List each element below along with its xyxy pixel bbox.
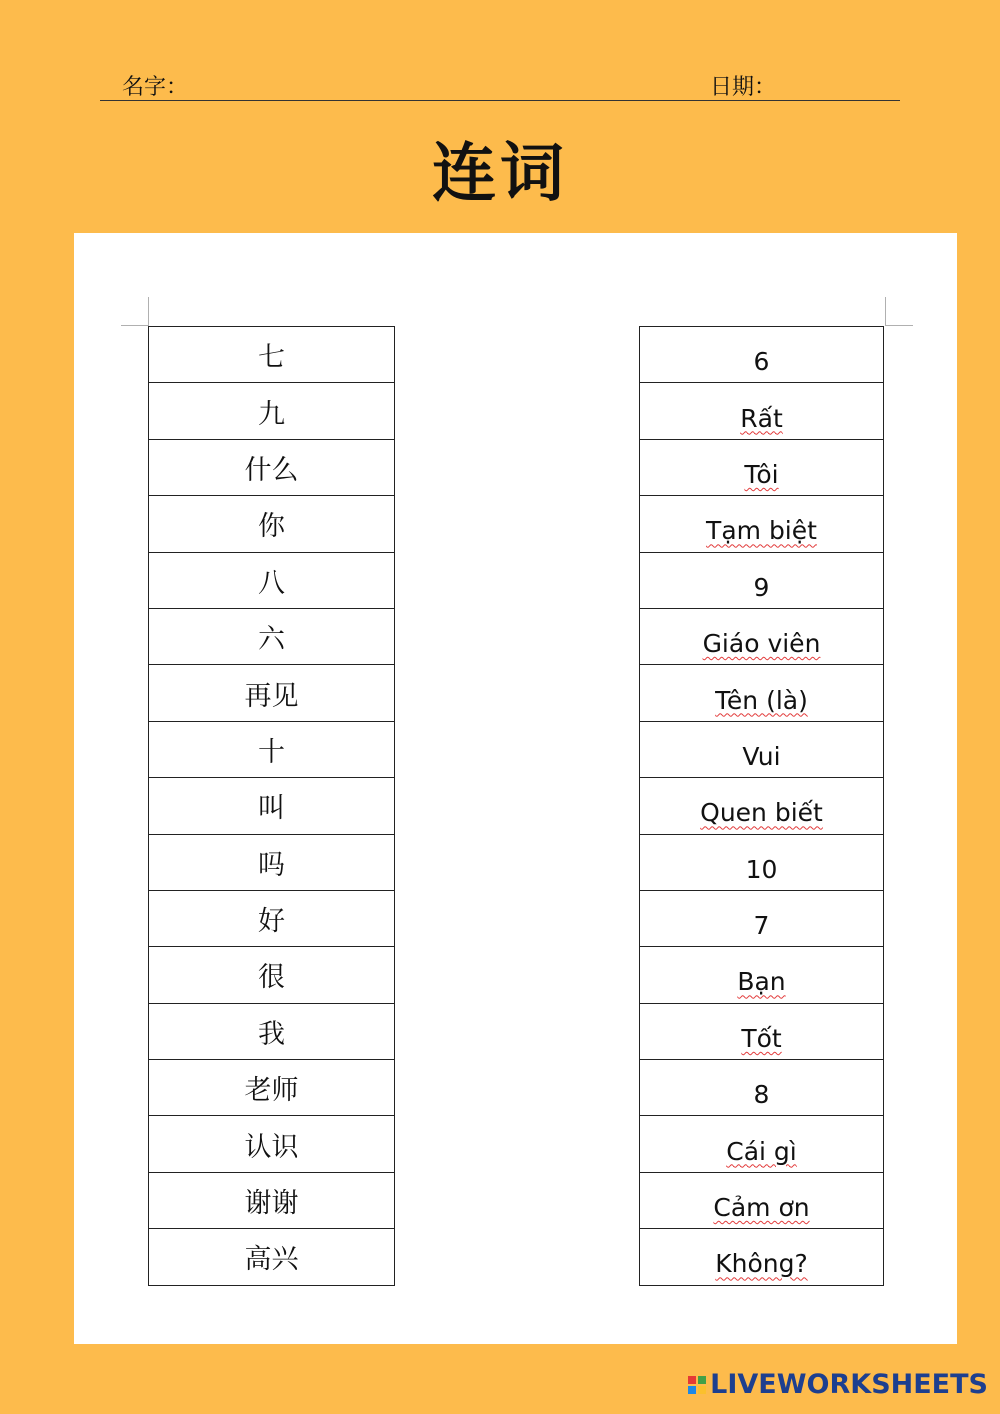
chinese-word-cell[interactable]: 我 bbox=[149, 1004, 394, 1060]
vietnamese-word-cell[interactable] bbox=[640, 553, 883, 609]
vietnamese-word-text: 9 bbox=[753, 572, 770, 602]
vietnamese-word-text: Tôi bbox=[744, 459, 779, 489]
chinese-word-cell[interactable]: 九 bbox=[149, 383, 394, 439]
vietnamese-word-text: Không? bbox=[715, 1249, 808, 1279]
vietnamese-word-text: 7 bbox=[753, 911, 770, 941]
chinese-word-cell[interactable]: 谢谢 bbox=[149, 1173, 394, 1229]
chinese-word-cell[interactable]: 高兴 bbox=[149, 1229, 394, 1285]
chinese-word-cell[interactable]: 很 bbox=[149, 947, 394, 1003]
header-underline bbox=[100, 100, 900, 101]
brand-name: LIVEWORKSHEETS bbox=[710, 1369, 988, 1400]
brand-icon-square bbox=[688, 1376, 696, 1384]
vietnamese-word-text: Tốt bbox=[741, 1023, 782, 1053]
brand-icon-square bbox=[698, 1386, 706, 1394]
brand-icon-square bbox=[698, 1376, 706, 1384]
name-label: 名字： bbox=[122, 75, 189, 100]
chinese-word-cell[interactable]: 八 bbox=[149, 553, 394, 609]
chinese-word-cell[interactable]: 认识 bbox=[149, 1116, 394, 1172]
vietnamese-word-text: 8 bbox=[753, 1080, 770, 1110]
brand-icon-square bbox=[688, 1386, 696, 1394]
vietnamese-word-cell[interactable] bbox=[640, 1173, 883, 1229]
vietnamese-word-cell[interactable] bbox=[640, 609, 883, 665]
vietnamese-word-text: Cảm ơn bbox=[713, 1193, 810, 1223]
chinese-word-cell[interactable]: 你 bbox=[149, 496, 394, 552]
vietnamese-word-cell[interactable] bbox=[640, 1004, 883, 1060]
vietnamese-word-cell[interactable] bbox=[640, 891, 883, 947]
vietnamese-word-text: Vui bbox=[742, 741, 781, 771]
vietnamese-word-text: Tên (là) bbox=[715, 685, 808, 715]
chinese-word-cell[interactable]: 吗 bbox=[149, 835, 394, 891]
margin-mark-right bbox=[885, 297, 886, 325]
chinese-word-cell[interactable]: 好 bbox=[149, 891, 394, 947]
margin-mark-left bbox=[148, 297, 149, 325]
vietnamese-word-text: 10 bbox=[745, 854, 778, 884]
margin-mark-right-h bbox=[885, 325, 913, 326]
chinese-word-column bbox=[148, 326, 395, 1286]
chinese-word-cell[interactable]: 十 bbox=[149, 722, 394, 778]
vietnamese-word-cell[interactable] bbox=[640, 835, 883, 891]
vietnamese-word-cell[interactable] bbox=[640, 665, 883, 721]
liveworksheets-icon bbox=[688, 1376, 706, 1394]
vietnamese-word-text: 6 bbox=[753, 347, 770, 377]
chinese-word-cell[interactable]: 七 bbox=[149, 327, 394, 383]
date-label: 日期： bbox=[710, 75, 777, 100]
vietnamese-word-text: Giáo viên bbox=[702, 629, 821, 659]
vietnamese-word-cell[interactable] bbox=[640, 1229, 883, 1285]
vietnamese-word-text: Tạm biệt bbox=[706, 516, 817, 546]
liveworksheets-logo bbox=[688, 1369, 988, 1400]
vietnamese-word-cell[interactable] bbox=[640, 327, 883, 383]
chinese-word-cell[interactable]: 老师 bbox=[149, 1060, 394, 1116]
vietnamese-word-cell[interactable] bbox=[640, 1060, 883, 1116]
page-title: 连词 bbox=[432, 137, 568, 211]
vietnamese-word-text: Bạn bbox=[737, 967, 786, 997]
vietnamese-word-cell[interactable] bbox=[640, 440, 883, 496]
vietnamese-word-column bbox=[639, 326, 884, 1286]
chinese-word-cell[interactable]: 六 bbox=[149, 609, 394, 665]
vietnamese-word-cell[interactable] bbox=[640, 383, 883, 439]
chinese-word-cell[interactable]: 再见 bbox=[149, 665, 394, 721]
vietnamese-word-cell[interactable] bbox=[640, 496, 883, 552]
vietnamese-word-text: Quen biết bbox=[700, 798, 823, 828]
margin-mark-left-h bbox=[121, 325, 149, 326]
vietnamese-word-text: Cái gì bbox=[726, 1136, 797, 1166]
vietnamese-word-cell[interactable] bbox=[640, 778, 883, 834]
vietnamese-word-cell[interactable] bbox=[640, 947, 883, 1003]
chinese-word-cell[interactable]: 什么 bbox=[149, 440, 394, 496]
vietnamese-word-cell[interactable] bbox=[640, 1116, 883, 1172]
vietnamese-word-text: Rất bbox=[740, 403, 783, 433]
vietnamese-word-cell[interactable] bbox=[640, 722, 883, 778]
chinese-word-cell[interactable]: 叫 bbox=[149, 778, 394, 834]
